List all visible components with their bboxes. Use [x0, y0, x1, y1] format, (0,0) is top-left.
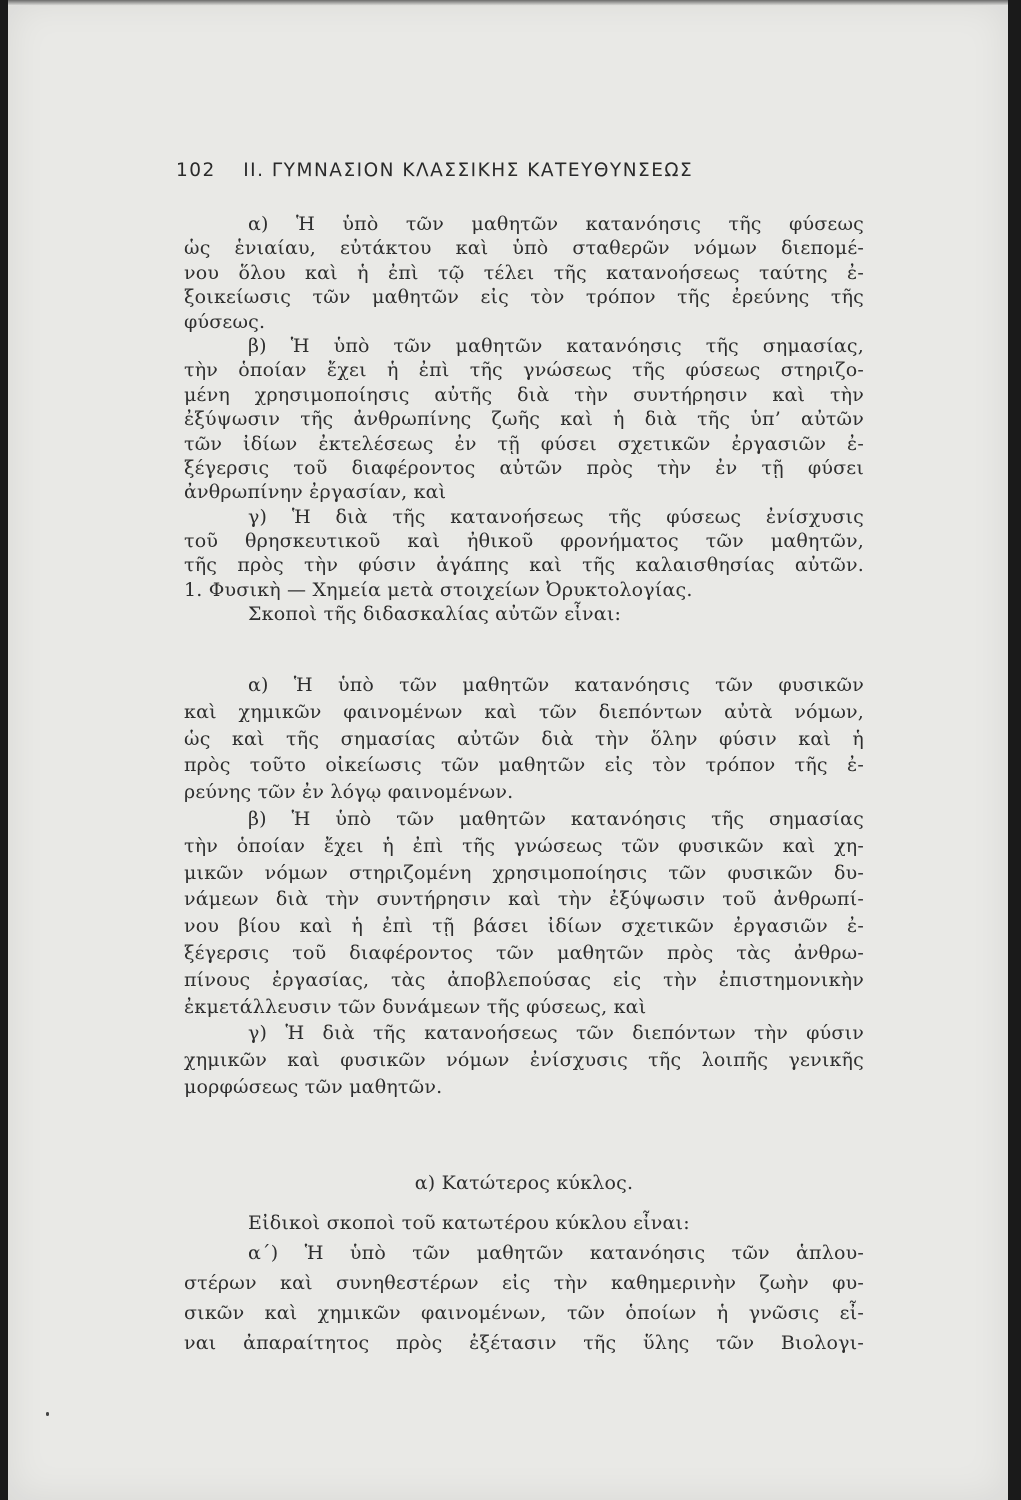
body-text-block-3: [184, 1158, 864, 1358]
text-line: σικῶν καὶ χημικῶν φαινομένων, τῶν ὁποίων ἡ γνῶσις εἶ-: [184, 1302, 864, 1324]
text-line: α) Ἡ ὑπὸ τῶν μαθητῶν κατανόησις τῆς φύσεως: [248, 213, 864, 235]
subject-heading: 1. Φυσικὴ — Χημεία μετὰ στοιχείων Ὀρυκτολογίας.: [184, 578, 693, 601]
body-text-block-2: [184, 672, 864, 1101]
text-line: τὴν ὁποίαν ἔχει ἡ ἐπὶ τῆς γνώσεως τῶν φυσικῶν καὶ χη-: [184, 834, 864, 857]
text-line: ξέγερσις τοῦ διαφέροντος τῶν μαθητῶν πρὸς τὰς ἀνθρω-: [184, 941, 864, 964]
text-line: νου ὅλου καὶ ἡ ἐπὶ τῷ τέλει τῆς κατανοήσεως ταύτης ἐ-: [184, 261, 864, 284]
text-line: τὴν ὁποίαν ἔχει ἡ ἐπὶ τῆς γνώσεως τῆς φύσεως στηριζο-: [184, 359, 864, 382]
text-line: ὡς ἑνιαίαυ, εὐτάκτου καὶ ὑπὸ σταθερῶν νόμων διεπομέ-: [184, 237, 864, 260]
text-line: μικῶν νόμων στηριζομένη χρησιμοποίησις τῶν φυσικῶν δυ-: [184, 861, 864, 884]
text-line: ναι ἀπαραίτητος πρὸς ἐξέτασιν τῆς ὕλης τῶν Βιολογι-: [184, 1332, 864, 1354]
text-line: ξέγερσις τοῦ διαφέροντος αὐτῶν πρὸς τὴν ἐν τῇ φύσει: [184, 456, 864, 479]
text-line: νάμεων διὰ τὴν συντήρησιν καὶ τὴν ἐξύψωσιν τοῦ ἀνθρωπί-: [184, 888, 864, 911]
text-line: μένη χρησιμοποίησις αὐτῆς διὰ τὴν συντήρησιν καὶ τὴν: [184, 383, 864, 406]
text-line: α΄) Ἡ ὑπὸ τῶν μαθητῶν κατανόησις τῶν ἁπλου-: [248, 1242, 864, 1264]
text-line: τῶν ἰδίων ἐκτελέσεως ἐν τῇ φύσει σχετικῶν ἐργασιῶν ἐ-: [184, 432, 864, 455]
text-line: τοῦ θρησκευτικοῦ καὶ ἠθικοῦ φρονήματος τῶν μαθητῶν,: [184, 530, 864, 553]
text-line: ξοικείωσις τῶν μαθητῶν εἰς τὸν τρόπον τῆς ἐρεύνης τῆς: [184, 286, 864, 309]
body-text-block-1: [184, 212, 864, 627]
section-heading: α) Κατώτερος κύκλος.: [414, 1172, 634, 1194]
text-line: α) Ἡ ὑπὸ τῶν μαθητῶν κατανόησις τῶν φυσικῶν: [248, 674, 864, 696]
text-line: γ) Ἡ διὰ τῆς κατανοήσεως τῆς φύσεως ἐνίσχυσις: [248, 505, 864, 528]
text-line: γ) Ἡ διὰ τῆς κατανοήσεως τῶν διεπόντων τὴν φύσιν: [248, 1022, 864, 1045]
text-line: ἐξύψωσιν τῆς ἀνθρωπίνης ζωῆς καὶ ἡ διὰ τῆς ὑπ’ αὐτῶν: [184, 408, 864, 431]
text-line: ἐκμετάλλευσιν τῶν δυνάμεων τῆς φύσεως, καὶ: [184, 995, 647, 1018]
running-header: [176, 160, 693, 181]
page-top-edge: [8, 0, 1008, 6]
text-line: ρεύνης τῶν ἐν λόγῳ φαινομένων.: [184, 781, 514, 804]
text-line: χημικῶν καὶ φυσικῶν νόμων ἐνίσχυσις τῆς λοιπῆς γενικῆς: [184, 1049, 864, 1072]
text-line: φύσεως.: [184, 310, 266, 333]
text-line: Εἰδικοὶ σκοποὶ τοῦ κατωτέρου κύκλου εἶναι:: [248, 1212, 690, 1234]
text-line: πρὸς τοῦτο οἰκείωσις τῶν μαθητῶν εἰς τὸν τρόπον τῆς ἐ-: [184, 754, 864, 777]
text-line: καὶ χημικῶν φαινομένων καὶ τῶν διεπόντων αὐτὰ νόμων,: [184, 700, 864, 723]
text-line: β) Ἡ ὑπὸ τῶν μαθητῶν κατανόησις τῆς σημασίας: [248, 807, 864, 830]
text-line: στέρων καὶ συνηθεστέρων εἰς τὴν καθημερινὴν ζωὴν φυ-: [184, 1272, 864, 1294]
scan-speck: [46, 1412, 49, 1416]
text-line: Σκοποὶ τῆς διδασκαλίας αὐτῶν εἶναι:: [248, 603, 622, 626]
page-number: 102: [176, 160, 216, 181]
running-title: II. ΓΥΜΝΑΣΙΟΝ ΚΛΑΣΣΙΚΗΣ ΚΑΤΕΥΘΥΝΣΕΩΣ: [243, 160, 694, 181]
text-line: μορφώσεως τῶν μαθητῶν.: [184, 1075, 443, 1098]
text-line: τῆς πρὸς τὴν φύσιν ἀγάπης καὶ τῆς καλαισθησίας αὐτῶν.: [184, 554, 864, 577]
text-line: ἀνθρωπίνην ἐργασίαν, καὶ: [184, 481, 447, 504]
text-line: β) Ἡ ὑπὸ τῶν μαθητῶν κατανόησις τῆς σημασίας,: [248, 334, 864, 357]
scanned-page: [8, 0, 1008, 1500]
text-line: νου βίου καὶ ἡ ἐπὶ τῇ βάσει ἰδίων σχετικῶν ἐργασιῶν ἐ-: [184, 915, 864, 938]
text-line: ὡς καὶ τῆς σημασίας αὐτῶν διὰ τὴν ὅλην φύσιν καὶ ἡ: [184, 727, 864, 750]
text-line: πίνους ἐργασίας, τὰς ἀποβλεπούσας εἰς τὴν ἐπιστημονικὴν: [184, 968, 864, 991]
